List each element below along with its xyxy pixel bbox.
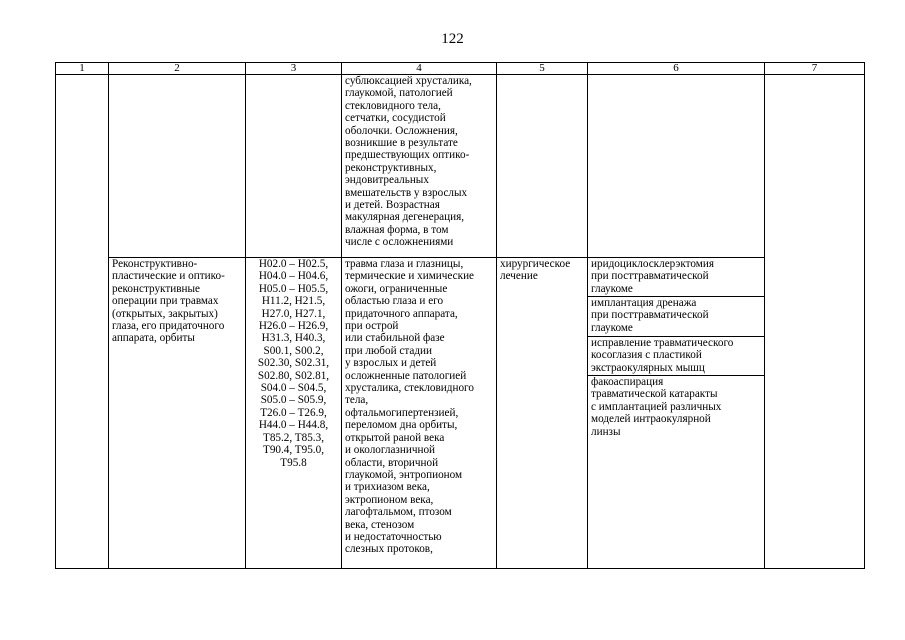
cell-col3: [246, 258, 342, 569]
methods-list: [588, 258, 764, 438]
column-header-7: 7: [765, 63, 865, 75]
column-header-6: 6: [588, 63, 765, 75]
cell-col6: [588, 258, 765, 569]
cell-col3-continued: [246, 75, 342, 258]
column-header-5: 5: [497, 63, 588, 75]
cell-col7: [765, 75, 865, 569]
page-number: 122: [441, 31, 464, 47]
cell-col4-continued: [342, 75, 497, 258]
medical-procedures-table: [55, 62, 865, 569]
diagnosis-text-continued: сублюксацией хрусталика, глаукомой, патологией стекловидного тела, сетчатки, сосудистой оболочки. Осложнения, возникшие в результате предшествующих оптико- реконструктивных, эндовитреальных вмешательств у взрослых и детей. Возрастная макулярная дегенерация, влажная форма, в том числе с осложнениями: [345, 75, 472, 249]
table-row-continued: [56, 75, 865, 258]
table-header-row: [56, 63, 865, 75]
column-header-2: 2: [109, 63, 246, 75]
cell-col6-continued: [588, 75, 765, 258]
column-header-4: 4: [342, 63, 497, 75]
cell-col4: [342, 258, 497, 569]
column-header-3: 3: [246, 63, 342, 75]
cell-col2-continued: [109, 75, 246, 258]
method-item: имплантация дренажа при посттравматической глаукоме: [588, 297, 764, 337]
treatment-type: хирургическое лечение: [500, 258, 571, 283]
cell-col5-continued: [497, 75, 588, 258]
cell-col5: [497, 258, 588, 569]
icd-codes: H02.0 – H02.5, H04.0 – H04.6, H05.0 – H05.5, H11.2, H21.5, H27.0, H27.1, H26.0 – H26.9, H31.3, H40.3, S00.1, S00.2, S02.30, S02.31, S02.80, S02.81, S04.0 – S04.5, S05.0 – S05.9, T26.0 – T26.9, H44.0 – H44.8, T85.2, T85.3, T90.4, T95.0, T95.8: [257, 258, 330, 469]
method-item: факоаспирация травматической катаракты с имплантацией различных моделей интраокулярной линзы: [591, 376, 722, 438]
diagnosis-text: травма глаза и глазницы, термические и химические ожоги, ограниченные областью глаза и его придаточного аппарата, при острой или стабильной фазе при любой стадии у взрослых и детей осложненные патологией хрусталика, стекловидного тела, офтальмогипертензией, переломом дна орбиты, открытой раной века и окологлазничной области, вторичной глаукомой, энтропионом и трихиазом века, эктропионом века, лагофтальмом, птозом века, стенозом и недостаточностью слезных протоков,: [345, 258, 475, 556]
procedure-group-name: Реконструктивно- пластические и оптико- реконструктивные операции при травмах (открытых, закрытых) глаза, его придаточного аппарата, орбиты: [112, 258, 225, 345]
method-item: исправление травматического косоглазия с пластикой экстраокулярных мышц: [588, 337, 764, 376]
cell-col1: [56, 75, 109, 569]
table-row: [56, 258, 865, 569]
method-item: иридоциклосклерэктомия при посттравматической глаукоме: [588, 258, 764, 297]
cell-col2: [109, 258, 246, 569]
column-header-1: 1: [56, 63, 109, 75]
